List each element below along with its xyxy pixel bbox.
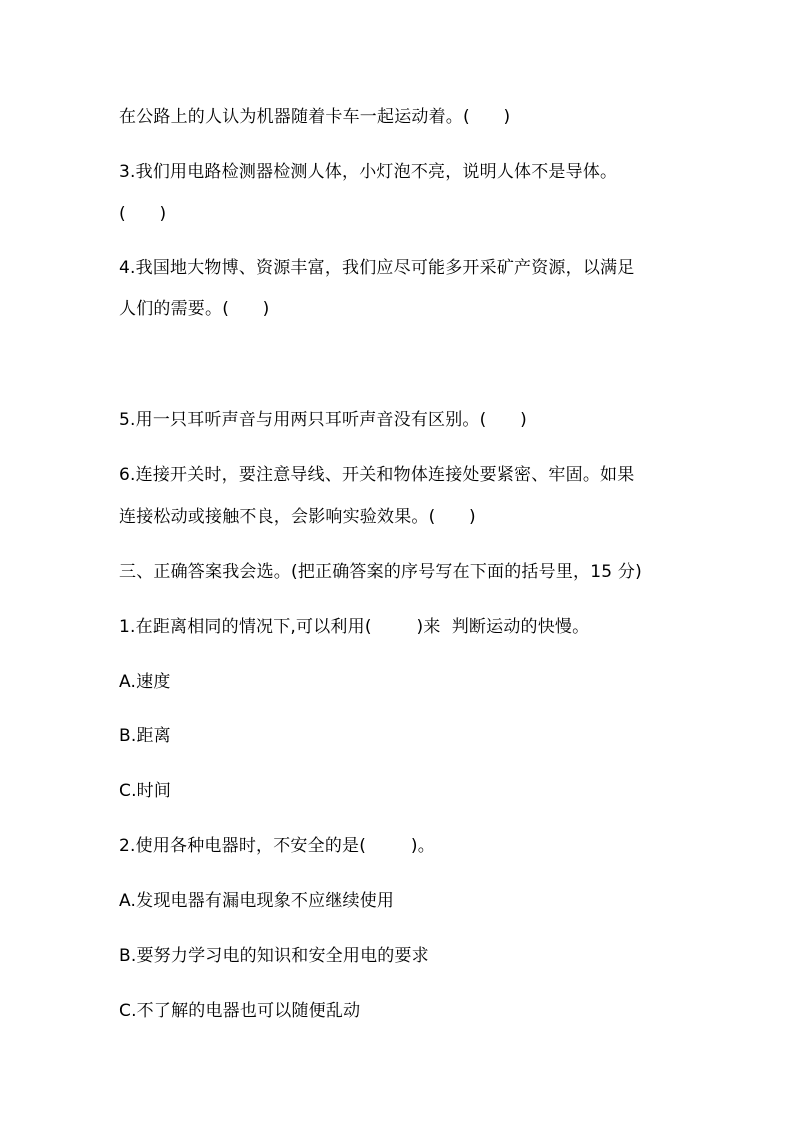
mc-question-2-option-b: B.要努力学习电的知识和安全用电的要求 — [119, 946, 429, 966]
question-5-text: 5.用一只耳听声音与用两只耳听声音没有区别。( ) — [119, 410, 527, 430]
question-4-text-cont: 人们的需要。( ) — [119, 299, 270, 319]
section-3-heading: 三、正确答案我会选。(把正确答案的序号写在下面的括号里，15 分) — [119, 562, 642, 582]
question-6-text: 6.连接开关时，要注意导线、开关和物体连接处要紧密、牢固。如果 — [119, 465, 635, 485]
mc-question-1: 1.在距离相同的情况下,可以利用( )来 判断运动的快慢。 — [119, 617, 590, 637]
text-line-continuation: 在公路上的人认为机器随着卡车一起运动着。( ) — [119, 107, 511, 127]
question-3-text: 3.我们用电路检测器检测人体，小灯泡不亮，说明人体不是导体。 — [119, 162, 618, 182]
mc-question-2: 2.使用各种电器时，不安全的是( )。 — [119, 836, 435, 856]
question-6-text-cont: 连接松动或接触不良，会影响实验效果。( ) — [119, 507, 476, 527]
question-4-text: 4.我国地大物博、资源丰富，我们应尽可能多开采矿产资源，以满足 — [119, 258, 635, 278]
mc-question-1-option-c: C.时间 — [119, 781, 172, 801]
mc-question-1-option-b: B.距离 — [119, 726, 171, 746]
mc-question-2-option-c: C.不了解的电器也可以随便乱动 — [119, 1001, 361, 1021]
mc-question-2-option-a: A.发现电器有漏电现象不应继续使用 — [119, 891, 395, 911]
question-3-answer-blank: ( ) — [119, 204, 167, 224]
mc-question-1-option-a: A.速度 — [119, 672, 171, 692]
